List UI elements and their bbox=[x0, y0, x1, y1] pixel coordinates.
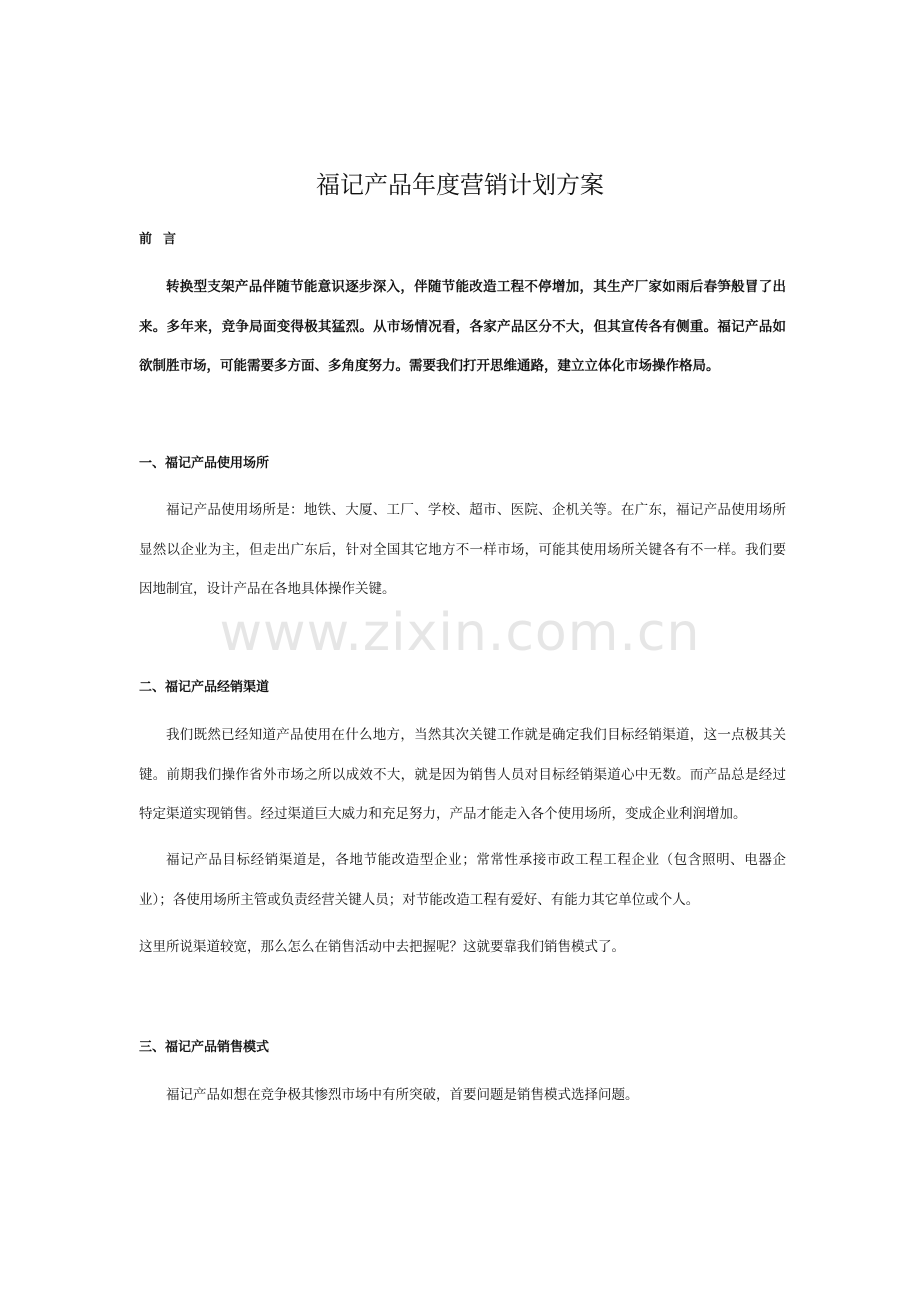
section-paragraph-channels-3: 这里所说渠道较宽，那么怎么在销售活动中去把握呢？这就要靠我们销售模式了。 bbox=[139, 939, 625, 955]
watermark: www.zixin.com.cn bbox=[219, 603, 701, 663]
section-paragraph-channels-1: 我们既然已经知道产品使用在什么地方，当然其次关键工作就是确定我们目标经销渠道，这一点极其关键。前期我们操作省外市场之所以成效不大，就是因为销售人员对目标经销渠道心中无数。而产品总是经过特定渠道实现销售。经过渠道巨大威力和充足努力，产品才能走入各个使用场所，变成企业利润增加。 bbox=[139, 727, 786, 822]
section-heading-sales-model: 三、福记产品销售模式 bbox=[139, 1040, 270, 1055]
preface-heading: 前言 bbox=[139, 232, 188, 247]
section-heading-distribution-channels: 二、福记产品经销渠道 bbox=[139, 680, 270, 695]
section-paragraph-sales-model: 福记产品如想在竞争极其惨烈市场中有所突破，首要问题是销售模式选择问题。 bbox=[166, 1087, 639, 1103]
document-title: 福记产品年度营销计划方案 bbox=[316, 171, 604, 199]
section-heading-usage-places: 一、福记产品使用场所 bbox=[139, 456, 270, 471]
section-paragraph-usage-places: 福记产品使用场所是：地铁、大厦、工厂、学校、超市、医院、企机关等。在广东，福记产品使用场所显然以企业为主，但走出广东后，针对全国其它地方不一样市场，可能其使用场所关键各有不一样。我们要因地制宜，设计产品在各地具体操作关键。 bbox=[139, 502, 786, 597]
section-paragraph-channels-2: 福记产品目标经销渠道是，各地节能改造型企业；常常性承接市政工程工程企业（包含照明、电器企业）；各使用场所主管或负责经营关键人员；对节能改造工程有爱好、有能力其它单位或个人。 bbox=[139, 852, 786, 908]
preface-paragraph: 转换型支架产品伴随节能意识逐步深入，伴随节能改造工程不停增加，其生产厂家如雨后春笋般冒了出来。多年来，竞争局面变得极其猛烈。从市场情况看，各家产品区分不大，但其宣传各有侧重。福记产品如欲制胜市场，可能需要多方面、多角度努力。需要我们打开思维通路，建立立体化市场操作格局。 bbox=[139, 279, 786, 374]
